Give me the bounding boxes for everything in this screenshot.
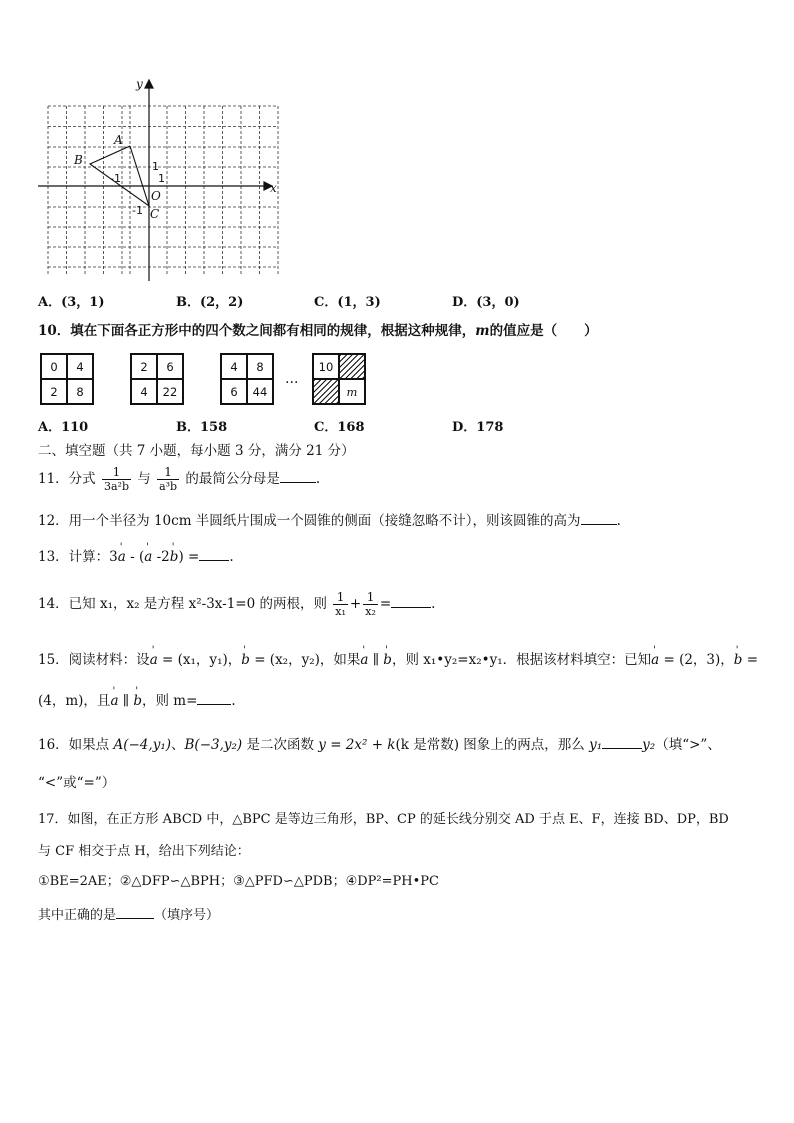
coordinate-graph <box>36 76 286 282</box>
cell: 44 <box>247 379 273 404</box>
cell: 4 <box>67 354 93 379</box>
y-tick-pos: 1 <box>152 160 159 173</box>
q11: 11．分式 $\frac{1}{\text{3a²b}}$ 与 $\frac{1}{\text{a³b}}$ 的最简公分母是 . <box>38 465 321 493</box>
q10-option-a[interactable]: A．110 <box>38 420 89 435</box>
cell: 22 <box>157 379 183 404</box>
cell: 4 <box>221 354 247 379</box>
section-heading: 二、填空题（共 7 小题，每小题 3 分，满分 21 分） <box>38 443 355 459</box>
q12: 12．用一个半径为 10cm 半圆纸片围成一个圆锥的侧面（接缝忽略不计），则该圆锥的高为 . <box>38 510 621 530</box>
q14-blank[interactable] <box>391 593 431 608</box>
q9-option-d[interactable]: D．(3，0) <box>452 295 520 310</box>
cell: 2 <box>41 379 67 404</box>
dashed-grid <box>48 106 278 276</box>
q10-ellipsis: … <box>285 371 299 387</box>
cell: 6 <box>221 379 247 404</box>
point-c-label: C <box>150 207 160 221</box>
q12-blank[interactable] <box>581 510 617 525</box>
cell: 6 <box>157 354 183 379</box>
cell: 2 <box>131 354 157 379</box>
point-b-label: B <box>74 153 83 167</box>
point-a-label: A <box>114 133 123 147</box>
q15-line-2: (4，m)，且' a ∥ ' b，则 m= . <box>38 690 236 710</box>
x-tick-neg: -1 <box>110 172 121 185</box>
q10-square-3 <box>220 353 274 405</box>
hatched-cell <box>339 354 365 379</box>
q10-option-b[interactable]: B．158 <box>176 420 228 435</box>
cell: 8 <box>247 354 273 379</box>
y-arrow-icon <box>145 80 153 88</box>
q11-blank[interactable] <box>280 468 316 483</box>
q10-option-d[interactable]: D．178 <box>452 420 504 435</box>
q10-options <box>38 416 598 434</box>
q9-options <box>38 291 598 309</box>
q16-line-2: “<”或“=”） <box>38 775 116 791</box>
q14-fraction-1: $\frac{1}{\text{x₁}}$ <box>335 590 346 618</box>
y-tick-neg: -1 <box>132 204 143 217</box>
hatched-cell <box>313 379 339 404</box>
q15-line-1: 15．阅读材料：设' a = (x₁，y₁)，' b = (x₂，y₂)，如果' a ∥ ' b，则 x₁•y₂=x₂•y₁．根据该材料填空：已知' a = (2，3)，' b = <box>38 651 758 669</box>
q10-square-1 <box>40 353 94 405</box>
q11-fraction-2: $\frac{1}{\text{a³b}}$ <box>159 465 178 493</box>
y-axis-label: y <box>136 77 143 91</box>
q17-line-3: ①BE=2AE；②△DFP∽△BPH；③△PFD∽△PDB；④DP²=PH•PC <box>38 874 439 889</box>
q10-stem: 10．填在下面各正方形中的四个数之间都有相同的规律，根据这种规律，m的值应是（ ） <box>38 323 598 339</box>
x-tick-pos: 1 <box>158 172 165 185</box>
q17-line-4: 其中正确的是 （填序号） <box>38 904 219 925</box>
cell: 10 <box>313 354 339 379</box>
q9-option-a[interactable]: A．(3，1) <box>38 295 105 310</box>
cell: 0 <box>41 354 67 379</box>
q17-line-1: 17．如图，在正方形 ABCD 中，△BPC 是等边三角形，BP、CP 的延长线分别交 AD 于点 E、F，连接 BD、DP，BD <box>38 812 729 827</box>
q13-blank[interactable] <box>199 546 229 561</box>
q17-line-2: 与 CF 相交于点 H，给出下列结论： <box>38 844 250 859</box>
q14-fraction-2: $\frac{1}{\text{x₂}}$ <box>365 590 376 618</box>
q10-option-c[interactable]: C．168 <box>314 420 365 435</box>
cell-m: m <box>339 379 365 404</box>
q15-blank[interactable] <box>197 690 231 705</box>
q11-fraction-1: $\frac{1}{\text{3a²b}}$ <box>103 465 129 493</box>
q9-option-b[interactable]: B．(2，2) <box>176 295 244 310</box>
q13: 13．计算：3' a - (' a -2' b) = . <box>38 546 234 566</box>
q17-blank[interactable] <box>116 904 154 919</box>
origin-label: O <box>151 189 161 203</box>
q9-option-c[interactable]: C．(1，3) <box>314 295 381 310</box>
q16-line-1: 16．如果点 A(−4,y₁)、B(−3,y₂) 是二次函数 y = 2x² + k(k 是常数) 图象上的两点，那么 y₁ y₂（填“>”、 <box>38 734 721 754</box>
cell: 4 <box>131 379 157 404</box>
x-axis-label: x <box>270 181 277 195</box>
cell: 8 <box>67 379 93 404</box>
q10-var: m <box>475 323 490 339</box>
q14: 14．已知 x₁，x₂ 是方程 x²-3x-1=0 的两根，则 $\frac{1}{\text{x₁}}$ + $\frac{1}{\text{x₂}}$ = . <box>38 590 436 618</box>
axes <box>38 80 272 281</box>
q10-square-4 <box>312 353 366 405</box>
q16-blank[interactable] <box>602 734 642 749</box>
q10-square-2 <box>130 353 184 405</box>
